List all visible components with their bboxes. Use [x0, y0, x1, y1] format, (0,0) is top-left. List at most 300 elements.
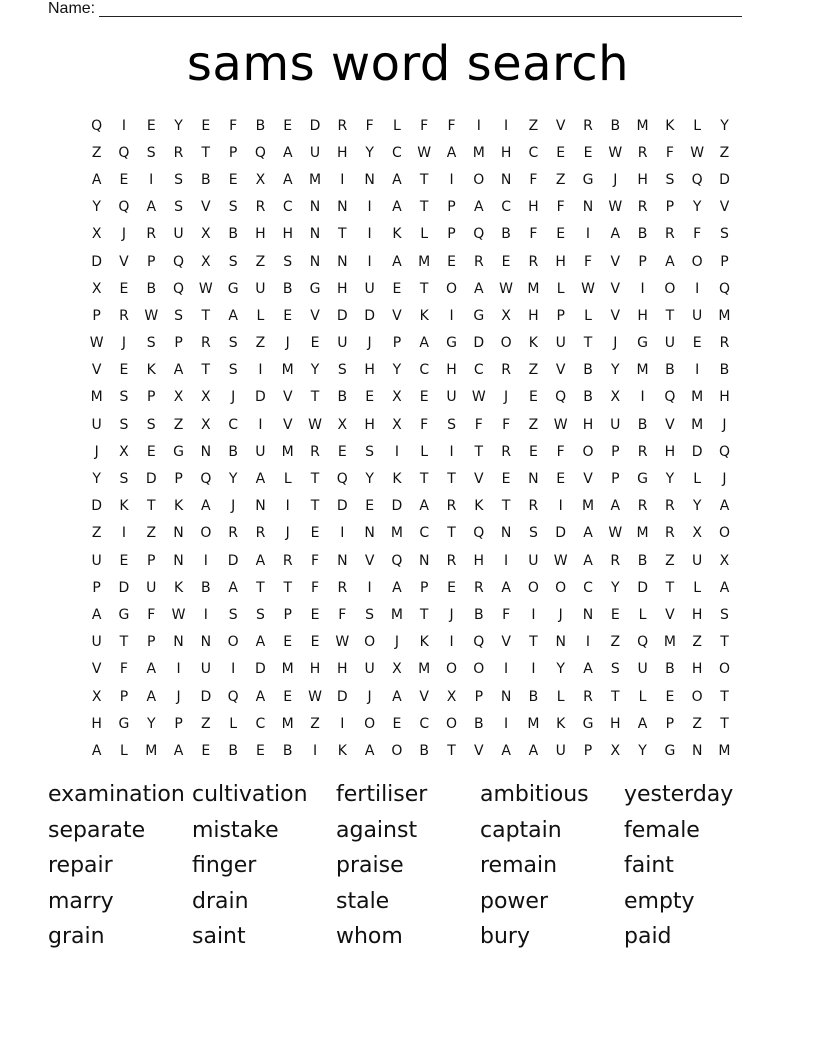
- grid-letter: U: [91, 634, 102, 651]
- grid-letter: Z: [528, 416, 539, 433]
- grid-letter: X: [201, 416, 211, 433]
- grid-letter: K: [419, 307, 429, 324]
- grid-letter: O: [445, 661, 458, 678]
- grid-letter: Q: [555, 389, 567, 406]
- grid-letter: E: [556, 226, 566, 243]
- grid-letter: M: [390, 525, 403, 542]
- grid-letter: E: [119, 280, 129, 297]
- grid-letter: R: [610, 552, 621, 569]
- grid-letter: I: [149, 171, 154, 188]
- grid-letter: M: [636, 362, 649, 379]
- grid-letter: U: [364, 661, 375, 678]
- grid-letter: R: [255, 525, 266, 542]
- grid-letter: F: [556, 199, 565, 216]
- grid-letter: H: [528, 307, 539, 324]
- grid-letter: E: [119, 552, 129, 569]
- grid-letter: J: [121, 226, 127, 243]
- grid-letter: E: [692, 335, 702, 352]
- grid-letter: E: [201, 117, 211, 134]
- grid-letter: A: [446, 144, 457, 161]
- grid-letter: Y: [392, 362, 402, 379]
- word-list: [48, 778, 768, 956]
- grid-letter: I: [340, 715, 345, 732]
- grid-letter: N: [309, 253, 321, 270]
- grid-letter: H: [528, 199, 539, 216]
- grid-letter: I: [585, 634, 591, 651]
- grid-letter: V: [474, 742, 484, 759]
- grid-letter: H: [473, 552, 485, 569]
- grid-letter: A: [392, 171, 402, 188]
- grid-letter: V: [610, 280, 621, 297]
- grid-letter: O: [473, 661, 485, 678]
- grid-letter: D: [473, 335, 485, 352]
- grid-letter: V: [583, 471, 593, 488]
- grid-letter: O: [364, 634, 376, 651]
- grid-letter: T: [201, 362, 211, 379]
- grid-letter: E: [283, 307, 293, 324]
- grid-letter: M: [418, 253, 431, 270]
- grid-letter: L: [229, 715, 238, 732]
- grid-letter: Z: [91, 525, 102, 542]
- grid-letter: J: [231, 498, 236, 515]
- word-list-item: separate: [48, 817, 146, 843]
- word-list-item: faint: [624, 853, 674, 879]
- grid-letter: H: [555, 253, 566, 270]
- grid-letter: S: [720, 226, 729, 243]
- grid-letter: T: [283, 579, 292, 596]
- grid-letter: T: [611, 688, 620, 705]
- grid-letter: K: [337, 742, 347, 759]
- grid-letter: S: [337, 362, 347, 379]
- grid-letter: T: [419, 606, 429, 623]
- grid-letter: W: [690, 144, 705, 161]
- grid-letter: E: [392, 715, 402, 732]
- grid-letter: O: [473, 171, 485, 188]
- grid-letter: I: [285, 498, 290, 515]
- grid-letter: J: [231, 389, 236, 406]
- page-title: sams word search: [186, 36, 630, 92]
- grid-letter: D: [118, 579, 130, 596]
- grid-letter: R: [337, 117, 348, 134]
- grid-letter: I: [558, 498, 563, 515]
- grid-letter: V: [610, 253, 621, 270]
- grid-letter: O: [691, 253, 703, 270]
- grid-letter: H: [637, 307, 648, 324]
- grid-letter: B: [146, 280, 157, 297]
- grid-letter: R: [637, 199, 648, 216]
- grid-letter: K: [119, 498, 129, 515]
- grid-letter: J: [176, 688, 181, 705]
- grid-letter: G: [637, 471, 649, 488]
- grid-letter: T: [419, 280, 429, 297]
- grid-letter: N: [691, 742, 703, 759]
- name-blank-line[interactable]: [99, 2, 742, 17]
- grid-letter: A: [719, 498, 730, 515]
- grid-letter: F: [229, 117, 238, 134]
- grid-letter: L: [693, 471, 702, 488]
- grid-letter: O: [582, 443, 594, 460]
- word-list-item: empty: [624, 888, 695, 914]
- grid-letter: E: [556, 471, 566, 488]
- word-list-item: saint: [192, 924, 246, 950]
- grid-letter: A: [255, 688, 266, 705]
- grid-letter: B: [719, 362, 730, 379]
- grid-letter: E: [283, 634, 293, 651]
- grid-letter: T: [119, 634, 129, 651]
- grid-letter: Y: [92, 199, 101, 216]
- grid-letter: S: [665, 171, 675, 188]
- grid-letter: N: [364, 171, 375, 188]
- grid-letter: S: [119, 416, 129, 433]
- grid-letter: I: [367, 199, 372, 216]
- grid-letter: G: [582, 171, 594, 188]
- word-list-item: whom: [336, 924, 403, 950]
- grid-letter: X: [119, 443, 129, 460]
- grid-letter: B: [637, 552, 648, 569]
- grid-letter: E: [146, 443, 156, 460]
- grid-letter: W: [308, 416, 322, 433]
- grid-letter: E: [119, 171, 129, 188]
- grid-letter: E: [528, 443, 538, 460]
- grid-letter: X: [201, 226, 211, 243]
- name-field[interactable]: [48, 0, 742, 17]
- grid-letter: X: [91, 226, 102, 243]
- grid-letter: X: [392, 416, 402, 433]
- grid-letter: M: [663, 634, 676, 651]
- grid-letter: A: [392, 688, 402, 705]
- grid-letter: S: [610, 661, 620, 678]
- grid-letter: E: [365, 498, 375, 515]
- word-list-item: finger: [192, 853, 257, 879]
- grid-letter: X: [337, 416, 348, 433]
- grid-letter: L: [556, 280, 565, 297]
- grid-letter: Q: [227, 688, 239, 705]
- grid-letter: X: [501, 307, 511, 324]
- grid-letter: D: [91, 498, 103, 515]
- grid-letter: Y: [228, 471, 238, 488]
- grid-letter: N: [173, 525, 184, 542]
- grid-letter: U: [91, 552, 102, 569]
- grid-letter: X: [392, 661, 402, 678]
- grid-letter: E: [528, 389, 538, 406]
- grid-letter: T: [720, 715, 729, 732]
- grid-letter: A: [91, 742, 102, 759]
- grid-letter: S: [228, 606, 238, 623]
- grid-letter: U: [637, 661, 648, 678]
- grid-letter: U: [255, 443, 266, 460]
- grid-letter: H: [309, 661, 321, 678]
- grid-letter: A: [228, 307, 238, 324]
- grid-letter: P: [119, 688, 129, 705]
- grid-letter: W: [608, 199, 623, 216]
- grid-letter: I: [367, 253, 372, 270]
- grid-letter: Y: [692, 498, 702, 515]
- grid-letter: U: [337, 335, 348, 352]
- grid-letter: G: [118, 715, 130, 732]
- grid-letter: O: [364, 715, 376, 732]
- grid-letter: P: [556, 307, 565, 324]
- grid-letter: E: [337, 443, 347, 460]
- word-list-item: captain: [480, 817, 562, 843]
- grid-letter: P: [147, 552, 156, 569]
- grid-letter: T: [720, 688, 729, 705]
- grid-letter: D: [336, 498, 348, 515]
- grid-letter: J: [367, 335, 372, 352]
- grid-letter: A: [610, 226, 621, 243]
- grid-letter: H: [91, 715, 102, 732]
- grid-letter: A: [392, 253, 402, 270]
- grid-letter: J: [504, 389, 509, 406]
- grid-letter: V: [665, 416, 675, 433]
- grid-letter: V: [91, 362, 102, 379]
- grid-letter: Z: [173, 416, 184, 433]
- grid-letter: R: [719, 335, 730, 352]
- grid-letter: M: [691, 416, 704, 433]
- grid-letter: O: [555, 579, 567, 596]
- grid-letter: R: [446, 498, 457, 515]
- grid-letter: E: [419, 389, 429, 406]
- grid-letter: T: [447, 525, 456, 542]
- grid-letter: F: [310, 579, 320, 596]
- grid-letter: S: [119, 471, 129, 488]
- grid-letter: E: [447, 253, 456, 270]
- grid-letter: I: [231, 661, 236, 678]
- grid-letter: Z: [201, 715, 211, 732]
- grid-letter: P: [283, 606, 292, 623]
- grid-letter: I: [394, 443, 399, 460]
- grid-letter: T: [447, 742, 456, 759]
- grid-letter: O: [200, 525, 212, 542]
- grid-letter: Y: [556, 661, 565, 678]
- grid-letter: T: [146, 498, 156, 515]
- grid-letter: A: [665, 253, 675, 270]
- grid-letter: Y: [310, 362, 320, 379]
- grid-letter: F: [119, 661, 128, 678]
- grid-letter: P: [611, 443, 620, 460]
- grid-letter: Y: [611, 362, 620, 379]
- grid-letter: E: [556, 144, 566, 161]
- grid-letter: D: [336, 307, 348, 324]
- grid-letter: J: [121, 335, 127, 352]
- grid-letter: C: [419, 525, 430, 542]
- grid-letter: F: [502, 606, 511, 623]
- grid-letter: A: [91, 171, 102, 188]
- grid-letter: M: [281, 362, 294, 379]
- grid-letter: Y: [365, 471, 374, 488]
- grid-letter: P: [147, 389, 156, 406]
- grid-letter: M: [90, 389, 103, 406]
- grid-letter: B: [583, 362, 593, 379]
- grid-letter: L: [638, 606, 647, 623]
- grid-letter: B: [474, 606, 484, 623]
- grid-letter: G: [173, 443, 184, 460]
- grid-letter: J: [613, 335, 618, 352]
- grid-letter: D: [145, 471, 157, 488]
- word-list-item: drain: [192, 888, 249, 914]
- grid-letter: R: [173, 144, 184, 161]
- grid-letter: V: [665, 606, 675, 623]
- grid-letter: S: [119, 389, 129, 406]
- grid-letter: G: [309, 280, 321, 297]
- grid-letter: A: [419, 335, 429, 352]
- grid-letter: B: [255, 117, 266, 134]
- grid-letter: L: [420, 443, 429, 460]
- grid-letter: I: [449, 171, 454, 188]
- grid-letter: U: [610, 416, 621, 433]
- grid-letter: C: [419, 715, 430, 732]
- grid-letter: U: [528, 552, 539, 569]
- grid-letter: Z: [665, 552, 675, 569]
- grid-letter: A: [474, 199, 484, 216]
- grid-letter: Z: [719, 144, 730, 161]
- grid-letter: R: [665, 498, 675, 515]
- grid-letter: I: [367, 579, 372, 596]
- grid-letter: J: [722, 471, 727, 488]
- grid-letter: Q: [118, 144, 130, 161]
- grid-letter: Z: [528, 117, 539, 134]
- grid-letter: I: [258, 416, 263, 433]
- grid-letter: G: [582, 715, 594, 732]
- grid-letter: I: [340, 525, 345, 542]
- grid-letter: K: [474, 498, 484, 515]
- grid-letter: M: [281, 661, 294, 678]
- grid-letter: D: [255, 661, 266, 678]
- grid-letter: A: [583, 525, 593, 542]
- word-list-item: paid: [624, 924, 672, 950]
- grid-letter: N: [500, 688, 512, 705]
- grid-letter: V: [555, 362, 566, 379]
- grid-letter: N: [364, 525, 375, 542]
- grid-letter: G: [637, 335, 649, 352]
- grid-letter: R: [637, 144, 648, 161]
- grid-letter: C: [473, 362, 484, 379]
- grid-letter: A: [392, 199, 402, 216]
- grid-letter: W: [144, 307, 159, 324]
- grid-letter: B: [337, 389, 348, 406]
- grid-letter: C: [528, 144, 539, 161]
- grid-letter: I: [695, 280, 700, 297]
- grid-letter: X: [91, 280, 102, 297]
- grid-letter: V: [555, 117, 566, 134]
- grid-letter: M: [527, 280, 540, 297]
- grid-letter: L: [693, 117, 702, 134]
- grid-letter: T: [201, 144, 211, 161]
- grid-letter: G: [118, 606, 130, 623]
- grid-letter: P: [583, 742, 593, 759]
- grid-letter: S: [174, 171, 183, 188]
- grid-letter: E: [283, 117, 293, 134]
- grid-letter: Z: [528, 362, 539, 379]
- grid-letter: B: [282, 280, 293, 297]
- grid-letter: E: [310, 606, 320, 623]
- grid-letter: H: [664, 443, 676, 460]
- grid-letter: F: [447, 117, 456, 134]
- grid-letter: V: [119, 253, 129, 270]
- grid-letter: A: [719, 579, 730, 596]
- grid-letter: Y: [92, 471, 101, 488]
- grid-letter: A: [146, 688, 157, 705]
- grid-letter: O: [227, 634, 239, 651]
- word-list-item: ambitious: [480, 782, 589, 807]
- grid-letter: B: [501, 226, 511, 243]
- grid-letter: B: [610, 117, 621, 134]
- grid-letter: A: [228, 579, 238, 596]
- name-label: Name:: [48, 0, 96, 17]
- grid-letter: I: [203, 552, 208, 569]
- grid-letter: C: [392, 144, 402, 161]
- grid-letter: K: [173, 579, 184, 596]
- grid-letter: A: [610, 498, 621, 515]
- grid-letter: W: [89, 335, 104, 352]
- grid-letter: W: [499, 280, 514, 297]
- grid-letter: X: [692, 525, 702, 542]
- grid-letter: U: [692, 552, 703, 569]
- word-list-item: yesterday: [624, 782, 734, 807]
- grid-letter: U: [309, 144, 321, 161]
- grid-letter: F: [502, 416, 511, 433]
- grid-letter: E: [228, 171, 238, 188]
- grid-letter: Z: [310, 715, 320, 732]
- grid-letter: Q: [718, 280, 730, 297]
- grid-letter: T: [720, 634, 729, 651]
- grid-letter: I: [449, 634, 454, 651]
- grid-letter: J: [613, 171, 618, 188]
- grid-letter: A: [474, 280, 484, 297]
- grid-letter: T: [256, 579, 265, 596]
- grid-letter: O: [445, 280, 458, 297]
- grid-letter: W: [553, 416, 568, 433]
- grid-letter: N: [200, 634, 212, 651]
- grid-letter: Z: [255, 253, 266, 270]
- grid-letter: R: [528, 253, 539, 270]
- grid-letter: U: [146, 579, 157, 596]
- grid-letter: I: [695, 362, 700, 379]
- word-list-item: female: [624, 817, 700, 843]
- grid-letter: R: [637, 498, 648, 515]
- grid-letter: V: [201, 199, 211, 216]
- grid-letter: Z: [692, 715, 702, 732]
- grid-letter: I: [504, 117, 509, 134]
- grid-letter: N: [309, 226, 321, 243]
- grid-letter: I: [121, 117, 127, 134]
- grid-letter: D: [227, 552, 239, 569]
- grid-letter: Q: [473, 634, 485, 651]
- grid-letter: H: [337, 661, 348, 678]
- grid-letter: X: [255, 171, 266, 188]
- grid-letter: B: [201, 579, 211, 596]
- grid-letter: D: [555, 525, 567, 542]
- grid-letter: Y: [365, 144, 374, 161]
- grid-letter: T: [310, 471, 320, 488]
- grid-letter: J: [394, 634, 399, 651]
- grid-letter: D: [691, 443, 703, 460]
- grid-letter: B: [228, 226, 238, 243]
- grid-letter: L: [556, 688, 565, 705]
- grid-letter: J: [285, 335, 290, 352]
- grid-letter: A: [255, 634, 266, 651]
- grid-letter: T: [501, 498, 511, 515]
- grid-letter: R: [528, 498, 539, 515]
- grid-letter: T: [419, 171, 429, 188]
- word-list-item: grain: [48, 924, 105, 950]
- grid-letter: R: [310, 443, 320, 460]
- grid-letter: B: [637, 416, 648, 433]
- word-list-item: repair: [48, 853, 113, 879]
- grid-letter: S: [283, 253, 293, 270]
- grid-letter: G: [227, 280, 239, 297]
- grid-letter: A: [282, 144, 293, 161]
- grid-letter: Z: [692, 634, 702, 651]
